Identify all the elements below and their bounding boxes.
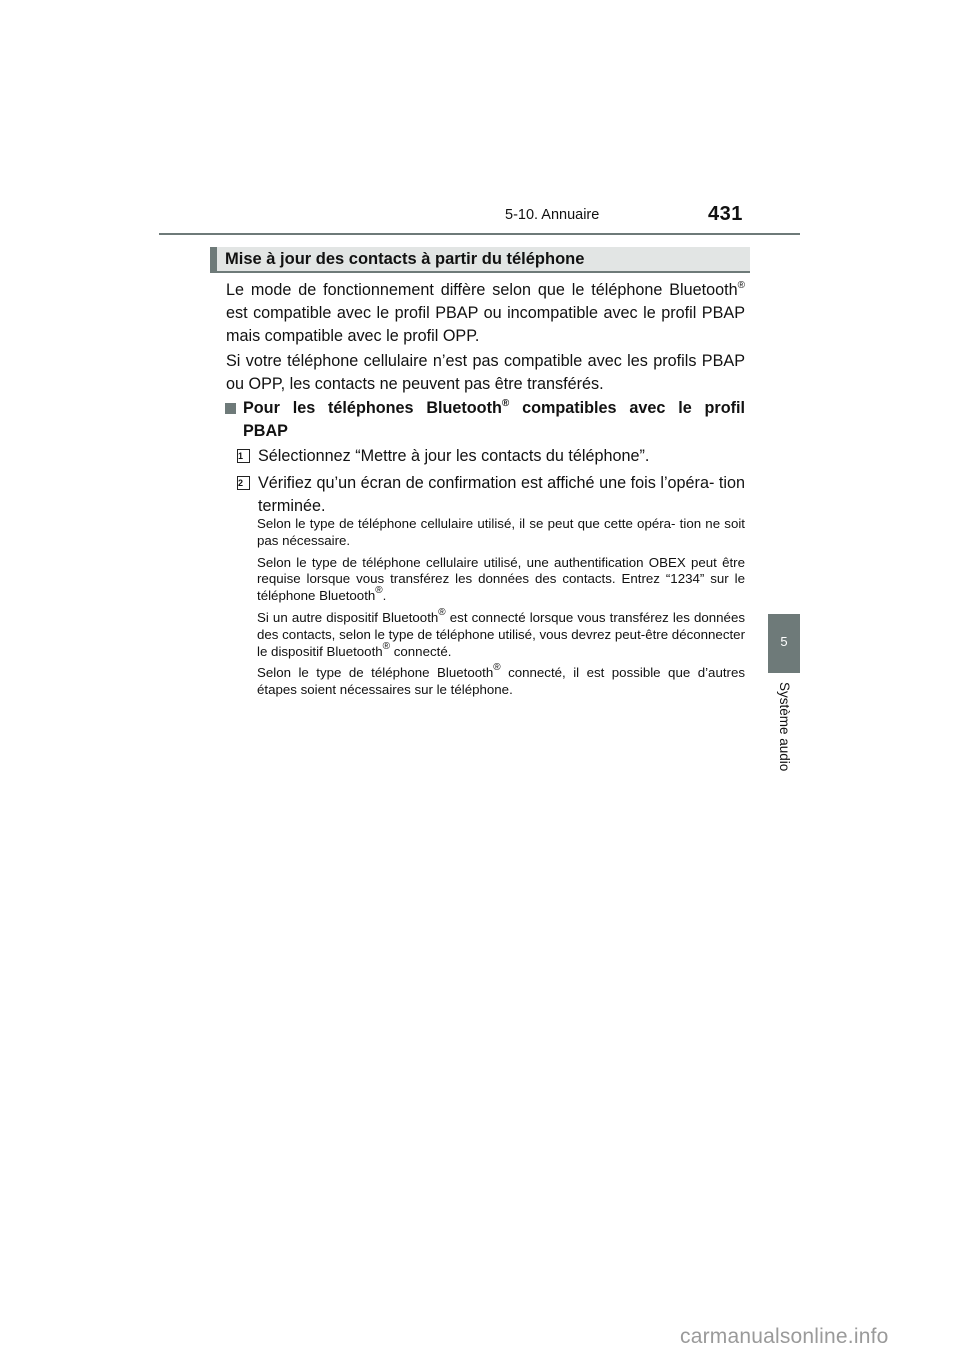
section-accent-bar (210, 247, 217, 273)
step-2 (237, 472, 745, 518)
chapter-tab-label: Système audio (777, 682, 792, 772)
note-text: connecté. (390, 643, 452, 659)
section-heading (210, 247, 750, 273)
step-text: Sélectionnez “Mettre à jour les contacts du téléphone”. (258, 447, 650, 465)
step-number-box: 2 (237, 476, 250, 490)
registered-mark: ® (501, 398, 510, 409)
registered-mark: ® (438, 606, 446, 618)
running-header-chapter: 5-10. Annuaire (505, 207, 600, 223)
note-text: Selon le type de téléphone cellulaire utilisé, une authentification OBEX peut être requise lorsque vous transférez les données des contacts. Entrez “1234” sur le téléphone Bluetooth (257, 554, 745, 604)
paragraph-text: Le mode de fonctionnement diffère selon que le téléphone Bluetooth (226, 281, 738, 299)
note-text: connecté, il est possible que d’autres étapes soient nécessaires sur le téléphone. (257, 665, 746, 698)
note-2 (257, 555, 745, 605)
note-4 (257, 662, 746, 699)
watermark: carmanualsonline.info (680, 1325, 889, 1348)
step-1 (237, 445, 745, 468)
section-title: Mise à jour des contacts à partir du téléphone (225, 250, 585, 268)
step-text: Vérifiez qu’un écran de confirmation est affiché une fois l’opéra- tion terminée. (258, 474, 745, 516)
step-number-box: 1 (237, 449, 250, 463)
registered-mark: ® (375, 585, 383, 597)
subheading-pbap (225, 397, 745, 442)
paragraph-compat-warning: Si votre téléphone cellulaire n’est pas compatible avec les profils PBAP ou OPP, les contacts ne peuvent pas être transférés. (226, 352, 745, 394)
paragraph-intro (226, 279, 745, 349)
registered-mark: ® (382, 640, 391, 652)
note-1 (257, 516, 745, 550)
page-number: 431 (708, 203, 743, 225)
square-bullet-icon (225, 403, 236, 414)
notes-block (257, 516, 745, 704)
subheading-text (243, 397, 745, 442)
subheading-text-pre: Pour les téléphones Bluetooth (243, 399, 502, 417)
note-text: Si un autre dispositif Bluetooth (257, 609, 439, 625)
chapter-tab (768, 614, 800, 673)
chapter-tab-number: 5 (780, 634, 788, 649)
paragraph-text: est compatible avec le profil PBAP ou incompatible avec le profil PBAP mais compatible avec le profil OPP. (226, 304, 745, 346)
registered-mark: ® (493, 662, 501, 674)
note-text: est connecté lorsque vous transférez les données des contacts, selon le type de téléphone utilisé, vous devrez peut-être déconnecter le dispositif Bluetooth (257, 609, 745, 659)
header-rule (159, 233, 800, 235)
note-text: Selon le type de téléphone cellulaire utilisé, il se peut que cette opéra- tion ne soit pas nécessaire. (257, 516, 745, 548)
note-text: Selon le type de téléphone Bluetooth (257, 665, 494, 681)
note-3 (257, 606, 745, 660)
registered-mark: ® (737, 280, 745, 291)
note-text: . (382, 588, 387, 604)
subheading-text-post: compatibles avec le profil PBAP (243, 399, 745, 440)
